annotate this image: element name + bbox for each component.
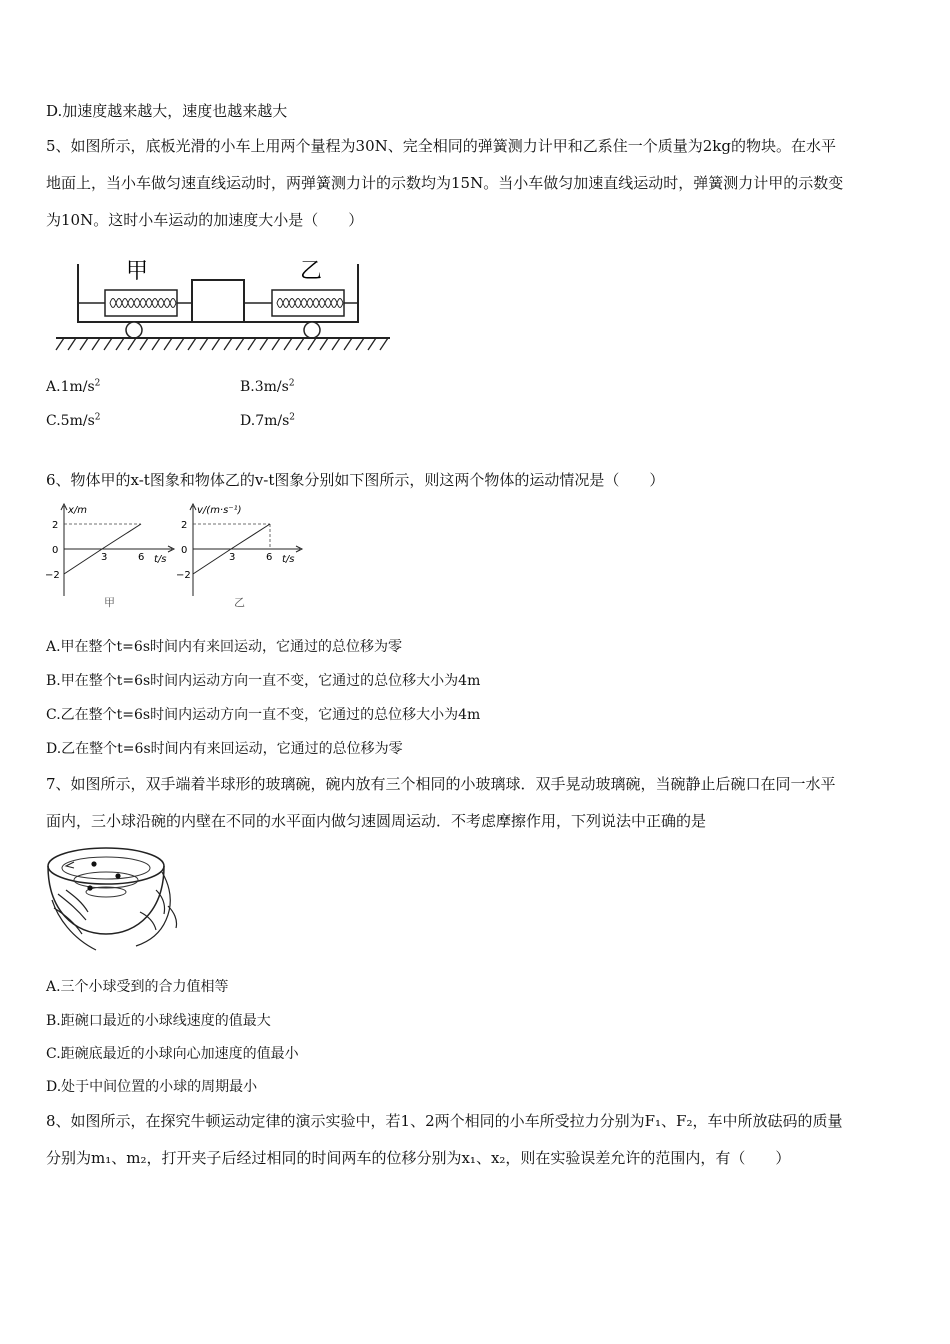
q7-option-a: A.三个小球受到的合力值相等 <box>46 979 229 995</box>
ball-top <box>91 861 96 866</box>
right-wheel <box>304 322 320 338</box>
jia-tick-3: 3 <box>101 552 108 563</box>
jia-xlabel: t/s <box>154 554 167 565</box>
label-jia: 甲 <box>126 259 149 284</box>
q8-stem-line-2: 分别为m₁、m₂，打开夹子后经过相同的时间两车的位移分别为x₁、x₂，则在实验误差允许的范围内，有（ ） <box>46 1149 791 1167</box>
q5-stem-line-1: 5、如图所示，底板光滑的小车上用两个量程为30N、完全相同的弹簧测力计甲和乙系住一个质量为2kg的物块。在水平 <box>46 137 836 155</box>
q6-option-c: C.乙在整个t=6s时间内运动方向一直不变，它通过的总位移大小为4m <box>46 707 481 723</box>
jia-tick-2: 2 <box>52 520 59 531</box>
q7-bowl-figure <box>44 842 184 954</box>
q5-option-d: $D.7m/s^2$ <box>240 412 296 429</box>
q6-option-b: B.甲在整个t=6s时间内运动方向一直不变，它通过的总位移大小为4m <box>46 673 481 689</box>
block-shape <box>192 280 244 322</box>
q5-option-b: $B.3m/s^2$ <box>240 378 295 395</box>
yi-tick-6: 6 <box>266 552 273 563</box>
jia-caption: 甲 <box>104 596 115 609</box>
q6-option-d: D.乙在整个t=6s时间内有来回运动，它通过的总位移为零 <box>46 741 403 757</box>
q7-option-d: D.处于中间位置的小球的周期最小 <box>46 1079 258 1095</box>
q8-stem-line-1: 8、如图所示，在探究牛顿运动定律的演示实验中，若1、2两个相同的小车所受拉力分别为F₁、F₂，车中所放砝码的质量 <box>46 1112 843 1130</box>
left-wheel <box>126 322 142 338</box>
yi-tick-0: 0 <box>181 545 188 556</box>
jia-tick-neg2: −2 <box>45 570 60 581</box>
q6-option-a: A.甲在整个t=6s时间内有来回运动，它通过的总位移为零 <box>46 639 403 655</box>
q6-stem: 6、物体甲的x-t图象和物体乙的v-t图象分别如下图所示，则这两个物体的运动情况是（ ） <box>46 471 665 489</box>
yi-caption: 乙 <box>234 596 245 609</box>
yi-tick-2: 2 <box>181 520 188 531</box>
q5-option-c: $C.5m/s^2$ <box>46 412 101 429</box>
jia-tick-0: 0 <box>52 545 59 556</box>
q7-option-b: B.距碗口最近的小球线速度的值最大 <box>46 1013 271 1029</box>
ball-bottom <box>87 885 92 890</box>
q7-stem-line-1: 7、如图所示，双手端着半球形的玻璃碗，碗内放有三个相同的小玻璃球．双手晃动玻璃碗，当碗静止后碗口在同一水平 <box>46 775 836 793</box>
yi-ylabel: v/(m·s⁻¹) <box>197 505 242 516</box>
q5-option-a: $A.1m/s^2$ <box>46 378 101 395</box>
jia-ylabel: x/m <box>68 505 88 516</box>
q6-graph-yi <box>178 500 313 612</box>
q5-stem-line-3: 为10N。这时小车运动的加速度大小是（ ） <box>46 211 364 229</box>
q7-option-c: C.距碗底最近的小球向心加速度的值最小 <box>46 1046 299 1062</box>
yi-tick-neg2: −2 <box>176 570 191 581</box>
ball-middle <box>115 873 120 878</box>
q5-stem-line-2: 地面上，当小车做匀速直线运动时，两弹簧测力计的示数均为15N。当小车做匀加速直线运动时，弹簧测力计甲的示数变 <box>46 174 844 192</box>
q5-cart-figure <box>50 252 395 357</box>
q4-option-d: D.加速度越来越大，速度也越来越大 <box>46 102 288 120</box>
yi-xlabel: t/s <box>282 554 295 565</box>
jia-tick-6: 6 <box>138 552 145 563</box>
label-yi: 乙 <box>300 259 323 284</box>
q7-stem-line-2: 面内，三小球沿碗的内壁在不同的水平面内做匀速圆周运动．不考虑摩擦作用，下列说法中正确的是 <box>46 812 707 830</box>
q6-graph-jia <box>44 500 179 612</box>
yi-tick-3: 3 <box>229 552 236 563</box>
